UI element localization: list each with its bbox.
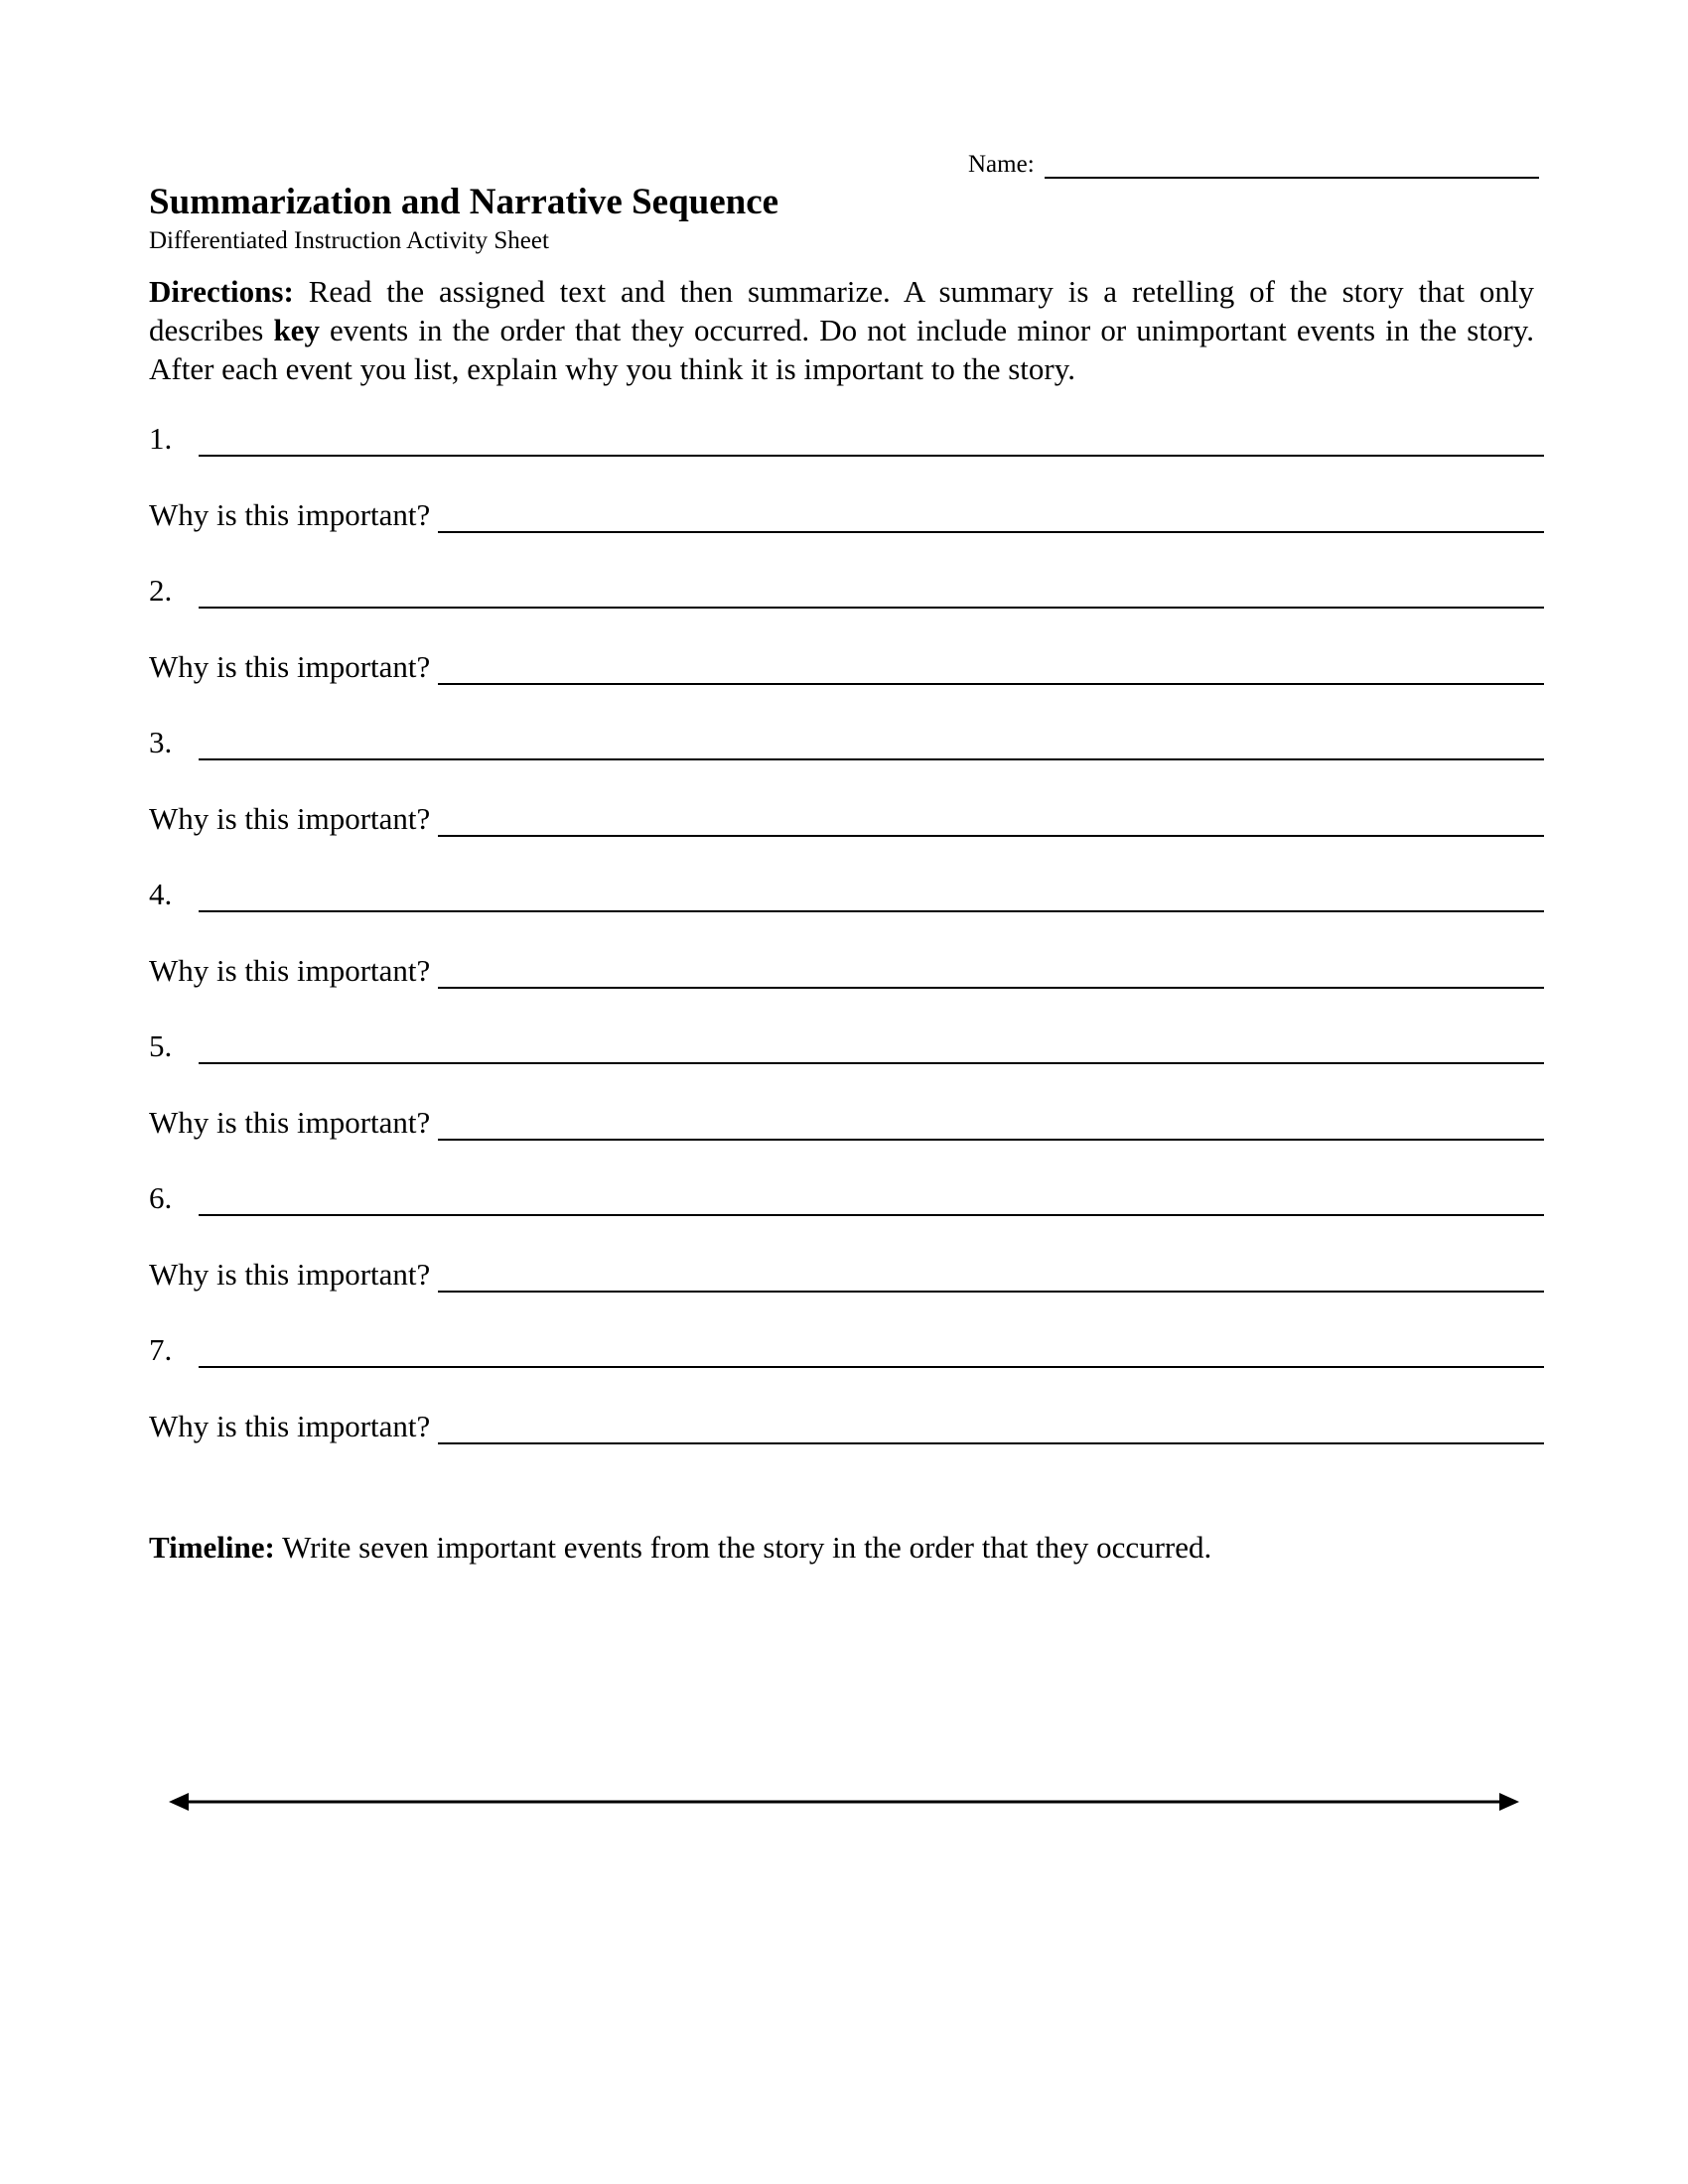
- why-label: Why is this important?: [149, 1409, 431, 1443]
- why-row-6: [149, 1253, 1544, 1293]
- directions-text-part-2: events in the order that they occurred. Do not include minor or unimportant events in the story. After each event you list, explain why you think it is important to the story.: [149, 313, 1535, 386]
- event-answer-line[interactable]: [199, 729, 1544, 760]
- event-number: 3.: [149, 725, 173, 759]
- directions-label: Directions:: [149, 274, 294, 309]
- why-label: Why is this important?: [149, 1105, 431, 1140]
- why-label: Why is this important?: [149, 497, 431, 532]
- event-row-3: [149, 721, 1544, 760]
- event-number: 2.: [149, 573, 173, 608]
- event-number: 4.: [149, 877, 173, 911]
- directions-text-part-1: Read the assigned text and then summarize. A summary is a retelling of the story that only describes: [149, 274, 1534, 347]
- timeline-label: Timeline:: [149, 1530, 275, 1565]
- event-answer-line[interactable]: [199, 1184, 1544, 1216]
- timeline-instructions: [149, 1529, 1211, 1567]
- page-subtitle: Differentiated Instruction Activity Sheet: [149, 227, 549, 254]
- name-field-row: [968, 149, 1539, 179]
- event-number: 7.: [149, 1332, 173, 1367]
- timeline-text: Write seven important events from the story in the order that they occurred.: [274, 1530, 1212, 1565]
- why-row-4: [149, 949, 1544, 989]
- event-answer-line[interactable]: [199, 881, 1544, 912]
- why-answer-line[interactable]: [438, 1109, 1544, 1141]
- event-answer-line[interactable]: [199, 425, 1544, 457]
- why-answer-line[interactable]: [438, 501, 1544, 533]
- why-row-2: [149, 645, 1544, 685]
- why-row-5: [149, 1101, 1544, 1141]
- why-label: Why is this important?: [149, 1257, 431, 1292]
- event-answer-line[interactable]: [199, 1032, 1544, 1064]
- event-row-7: [149, 1328, 1544, 1368]
- why-label: Why is this important?: [149, 649, 431, 684]
- directions-keyword: key: [273, 313, 320, 347]
- why-row-3: [149, 797, 1544, 837]
- event-answer-line[interactable]: [199, 577, 1544, 609]
- page-title: Summarization and Narrative Sequence: [149, 182, 779, 222]
- why-row-7: [149, 1405, 1544, 1444]
- name-input-line[interactable]: [1045, 155, 1539, 179]
- why-label: Why is this important?: [149, 801, 431, 836]
- timeline-arrowhead-right: [1499, 1793, 1519, 1811]
- event-row-4: [149, 873, 1544, 912]
- event-row-2: [149, 569, 1544, 609]
- name-label: Name:: [968, 151, 1035, 178]
- timeline-arrowhead-left: [169, 1793, 189, 1811]
- why-answer-line[interactable]: [438, 805, 1544, 837]
- timeline-arrow: [169, 1787, 1519, 1817]
- event-number: 5.: [149, 1028, 173, 1063]
- directions-paragraph: [149, 272, 1534, 388]
- why-answer-line[interactable]: [438, 1413, 1544, 1444]
- why-row-1: [149, 493, 1544, 533]
- event-row-6: [149, 1176, 1544, 1216]
- why-answer-line[interactable]: [438, 957, 1544, 989]
- event-number: 1.: [149, 421, 173, 456]
- why-answer-line[interactable]: [438, 1261, 1544, 1293]
- why-label: Why is this important?: [149, 953, 431, 988]
- event-row-5: [149, 1024, 1544, 1064]
- event-number: 6.: [149, 1180, 173, 1215]
- event-row-1: [149, 417, 1544, 457]
- event-answer-line[interactable]: [199, 1336, 1544, 1368]
- why-answer-line[interactable]: [438, 653, 1544, 685]
